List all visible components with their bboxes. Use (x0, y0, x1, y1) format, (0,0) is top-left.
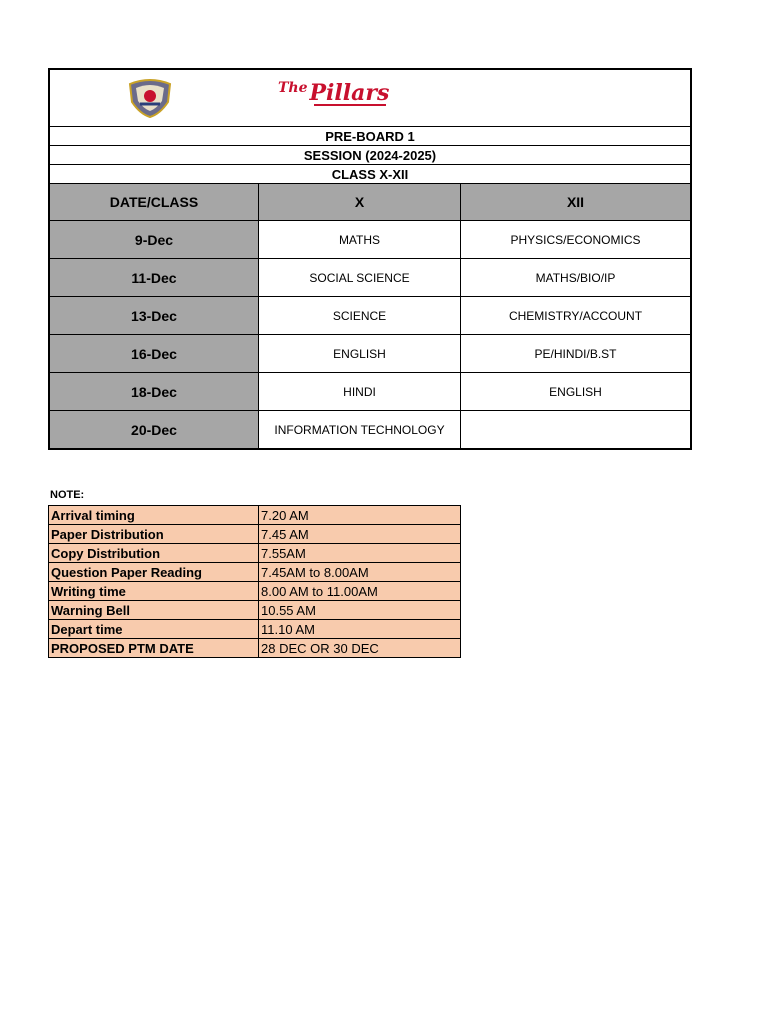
timing-row (49, 525, 461, 544)
class-xii-subject: CHEMISTRY/ACCOUNT (461, 297, 692, 335)
date-cell: 18-Dec (49, 373, 259, 411)
column-header-xii: XII (461, 184, 692, 221)
timing-row (49, 563, 461, 582)
class-x-subject: HINDI (259, 373, 461, 411)
timing-value: 28 DEC OR 30 DEC (259, 639, 461, 658)
table-row (49, 221, 691, 259)
column-header-x: X (259, 184, 461, 221)
date-cell: 9-Dec (49, 221, 259, 259)
timing-label: Paper Distribution (49, 525, 259, 544)
timing-value: 7.55AM (259, 544, 461, 563)
timing-row (49, 506, 461, 525)
class-x-subject: MATHS (259, 221, 461, 259)
timing-value: 7.45AM to 8.00AM (259, 563, 461, 582)
class-x-subject: SOCIAL SCIENCE (259, 259, 461, 297)
class-x-subject: INFORMATION TECHNOLOGY (259, 411, 461, 450)
class-xii-subject: MATHS/BIO/IP (461, 259, 692, 297)
class-xii-subject (461, 411, 692, 450)
timing-value: 7.20 AM (259, 506, 461, 525)
note-label: NOTE: (50, 489, 85, 501)
brand-logo: $^{The}$Pillars (278, 80, 390, 106)
date-cell: 16-Dec (49, 335, 259, 373)
timing-label: Copy Distribution (49, 544, 259, 563)
class-title: CLASS X-XII (49, 165, 691, 184)
timing-value: 7.45 AM (259, 525, 461, 544)
timing-row (49, 620, 461, 639)
class-xii-subject: ENGLISH (461, 373, 692, 411)
timing-label: Warning Bell (49, 601, 259, 620)
exam-title: PRE-BOARD 1 (49, 127, 691, 146)
date-cell: 11-Dec (49, 259, 259, 297)
timing-row (49, 582, 461, 601)
table-row (49, 259, 691, 297)
timing-label: PROPOSED PTM DATE (49, 639, 259, 658)
table-row (49, 297, 691, 335)
column-header-date: DATE/CLASS (49, 184, 259, 221)
table-row (49, 411, 691, 450)
school-crest-icon (126, 78, 174, 118)
table-row (49, 335, 691, 373)
timing-value: 8.00 AM to 11.00AM (259, 582, 461, 601)
timing-value: 10.55 AM (259, 601, 461, 620)
timing-row (49, 544, 461, 563)
timing-table (48, 505, 461, 658)
timing-value: 11.10 AM (259, 620, 461, 639)
class-xii-subject: PE/HINDI/B.ST (461, 335, 692, 373)
class-xii-subject: PHYSICS/ECONOMICS (461, 221, 692, 259)
timing-label: Depart time (49, 620, 259, 639)
date-cell: 13-Dec (49, 297, 259, 335)
date-cell: 20-Dec (49, 411, 259, 450)
exam-schedule-table (48, 68, 692, 450)
timing-label: Question Paper Reading (49, 563, 259, 582)
timing-label: Arrival timing (49, 506, 259, 525)
timing-row (49, 601, 461, 620)
session-title: SESSION (2024-2025) (49, 146, 691, 165)
table-row (49, 373, 691, 411)
timing-label: Writing time (49, 582, 259, 601)
school-header (49, 69, 691, 127)
class-x-subject: SCIENCE (259, 297, 461, 335)
class-x-subject: ENGLISH (259, 335, 461, 373)
timing-row (49, 639, 461, 658)
